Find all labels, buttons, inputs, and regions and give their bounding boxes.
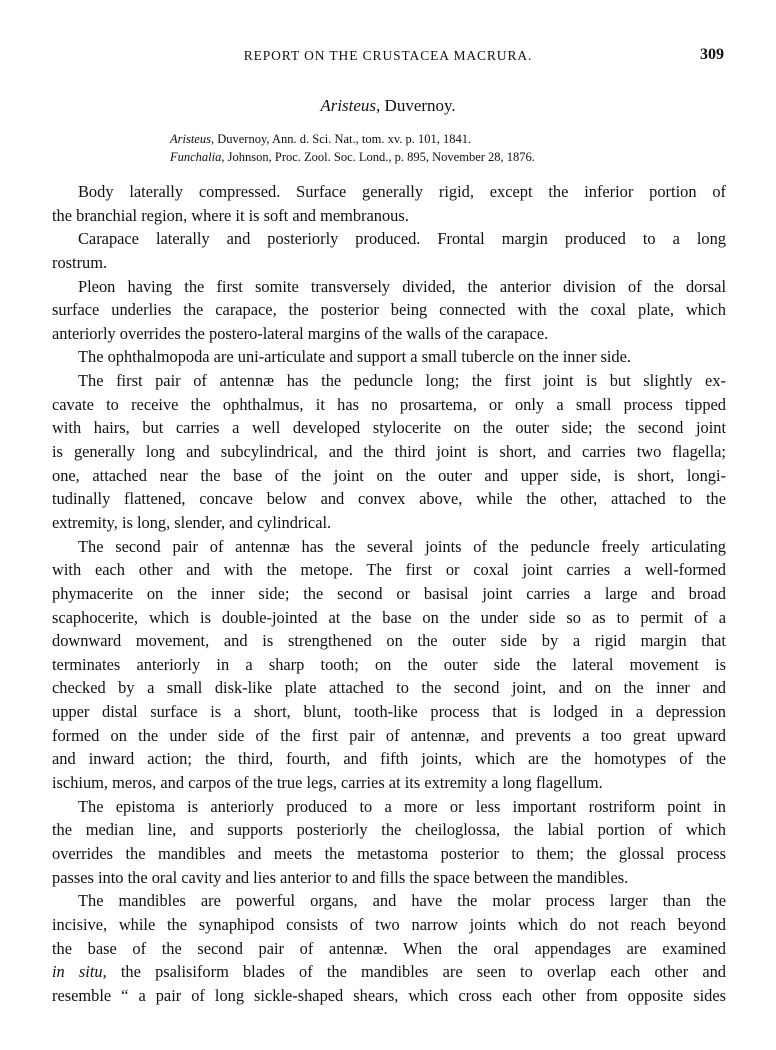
text-line: cavate to receive the ophthalmus, it has no prosartema, or only a small process tipped xyxy=(52,394,726,414)
synonym-citation: , Duvernoy, Ann. d. Sci. Nat., tom. xv. p. 101, 1841. xyxy=(210,132,472,146)
text-line: one, attached near the base of the joint on the outer and upper side, is short, longi- xyxy=(52,465,726,485)
page-number: 309 xyxy=(700,46,724,63)
text-line: rostrum. xyxy=(52,252,108,272)
genus-name: Aristeus xyxy=(320,96,377,115)
italic-phrase: in situ xyxy=(52,962,103,982)
text-line: downward movement, and is strengthened on the outer side by a rigid margin that xyxy=(52,631,726,651)
text-line: Body laterally compressed. Surface generally rigid, except the inferior portion of xyxy=(78,182,726,201)
text-line: incisive, while the synaphipod consists of two narrow joints which do not reach beyond xyxy=(52,914,726,934)
text-line: scaphocerite, which is double-jointed at the base on the under side so as to permit of a xyxy=(52,607,726,627)
text-line: the median line, and supports posteriorly the cheiloglossa, the labial portion of which xyxy=(52,820,726,840)
text-line: overrides the mandibles and meets the metastoma posterior to them; the glossal process xyxy=(52,843,726,863)
text-line xyxy=(52,960,726,984)
text-line: Carapace laterally and posteriorly produced. Frontal margin produced to a long xyxy=(78,229,726,249)
text-line-rest: , the psalisiform blades of the mandibles are seen to overlap each other and xyxy=(102,962,726,982)
text-line: terminates anteriorly in a sharp tooth; on the outer side the lateral movement is xyxy=(52,654,726,674)
synonymy-entry xyxy=(170,130,535,148)
text-line: The second pair of antennæ has the several joints of the peduncle freely articulating xyxy=(78,536,726,556)
synonym-citation: , Johnson, Proc. Zool. Soc. Lond., p. 895, November 28, 1876. xyxy=(221,150,535,164)
text-line: upper distal surface is a short, blunt, tooth-like process that is lodged in a depression xyxy=(52,702,726,722)
body-text xyxy=(52,180,726,1007)
text-line: formed on the under side of the first pair of antennæ, and prevents a too great upward xyxy=(52,725,726,745)
text-line: phymacerite on the inner side; the second or basisal joint carries a large and broad xyxy=(52,583,726,603)
text-line: Pleon having the first somite transversely divided, the anterior division of the dorsal xyxy=(78,276,726,296)
text-line: is generally long and subcylindrical, and the third joint is short, and carries two flagella; xyxy=(52,442,726,462)
text-line: anteriorly overrides the postero-lateral margins of the walls of the carapace. xyxy=(52,323,549,343)
text-line: The first pair of antennæ has the peduncle long; the first joint is but slightly ex- xyxy=(78,371,726,391)
synonymy-entry xyxy=(170,148,535,166)
genus-authority: , Duvernoy. xyxy=(376,96,456,115)
text-line: The ophthalmopoda are uni-articulate and support a small tubercle on the inner side. xyxy=(78,347,631,367)
text-line: resemble “ a pair of long sickle-shaped shears, which cross each other from opposite sides xyxy=(52,985,726,1005)
text-line: the base of the second pair of antennæ. When the oral appendages are examined xyxy=(52,938,726,958)
text-line: and inward action; the third, fourth, and fifth joints, which are the homotypes of the xyxy=(52,749,726,769)
text-line: The mandibles are powerful organs, and have the molar process larger than the xyxy=(78,891,726,911)
running-head xyxy=(0,40,776,68)
synonym-name: Aristeus xyxy=(170,132,211,146)
running-head-title: REPORT ON THE CRUSTACEA MACRURA. xyxy=(243,48,533,63)
text-line: checked by a small disk-like plate attached to the second joint, and on the inner and xyxy=(52,678,726,698)
text-line: extremity, is long, slender, and cylindrical. xyxy=(52,512,332,532)
text-line: the branchial region, where it is soft and membranous. xyxy=(52,205,409,225)
synonym-name: Funchalia xyxy=(170,150,222,164)
genus-heading xyxy=(0,96,776,116)
text-line: The epistoma is anteriorly produced to a more or less important rostriform point in xyxy=(78,796,726,816)
text-line: with each other and with the metope. The first or coxal joint carries a well-formed xyxy=(52,560,726,580)
text-line: passes into the oral cavity and lies anterior to and fills the space between the mandibles. xyxy=(52,867,629,887)
text-line: tudinally flattened, concave below and convex above, while the other, attached to the xyxy=(52,489,726,509)
text-line: surface underlies the carapace, the posterior being connected with the coxal plate, which xyxy=(52,300,726,320)
synonymy-list xyxy=(170,130,535,166)
text-line: with hairs, but carries a well developed stylocerite on the outer side; the second joint xyxy=(52,418,726,438)
text-line: ischium, meros, and carpos of the true legs, carries at its extremity a long flagellum. xyxy=(52,773,603,793)
